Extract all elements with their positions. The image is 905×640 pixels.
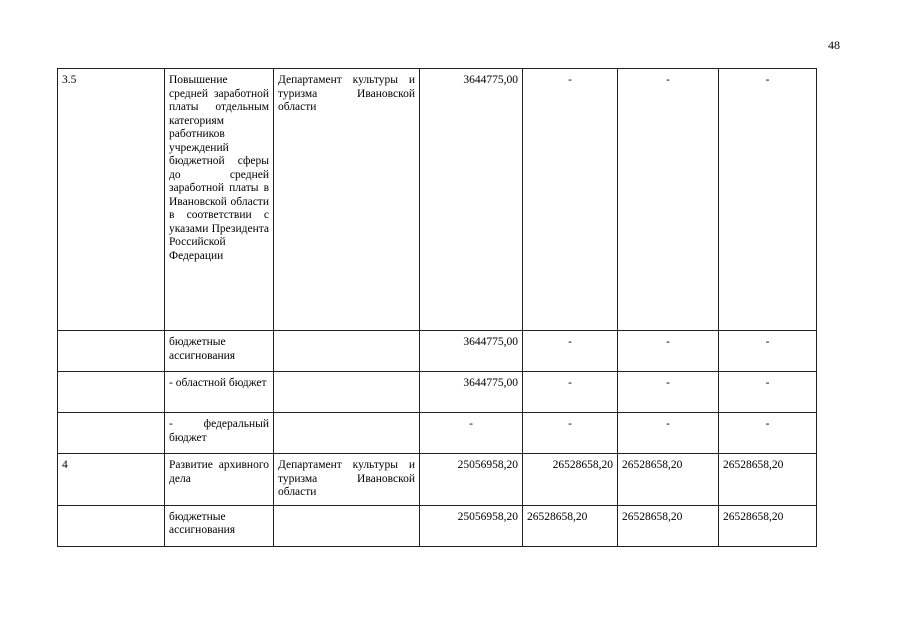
amount-year-2-cell: - [523,413,618,454]
amount-year-4-cell: 26528658,20 [719,454,817,506]
event-name-cell: - федеральный бюджет [165,413,274,454]
row-number-cell: 3.5 [58,69,165,331]
table-row [58,372,817,413]
table-row [58,331,817,372]
amount-year-3-cell: 26528658,20 [618,454,719,506]
executor-cell [274,331,420,372]
table-row [58,413,817,454]
amount-year-2-cell: - [523,69,618,331]
executor-cell: Департамент культуры и туризма Ивановской области [274,454,420,506]
amount-year-3-cell: - [618,69,719,331]
row-number-cell [58,331,165,372]
table-row [58,69,817,331]
amount-year-2-cell: 26528658,20 [523,454,618,506]
amount-year-2-cell: - [523,372,618,413]
amount-year-1-cell: 3644775,00 [420,372,523,413]
executor-cell [274,413,420,454]
row-number-cell [58,413,165,454]
event-name-cell: Развитие архивного дела [165,454,274,506]
budget-table [57,68,817,547]
amount-year-4-cell: - [719,413,817,454]
amount-year-3-cell: - [618,372,719,413]
executor-cell [274,372,420,413]
executor-cell [274,505,420,546]
row-number-cell [58,505,165,546]
amount-year-4-cell: 26528658,20 [719,505,817,546]
table-row [58,454,817,506]
page-number: 48 [828,38,840,52]
amount-year-3-cell: - [618,331,719,372]
amount-year-4-cell: - [719,372,817,413]
amount-year-1-cell: 25056958,20 [420,454,523,506]
amount-year-1-cell: - [420,413,523,454]
executor-cell: Департамент культуры и туризма Ивановской области [274,69,420,331]
amount-year-2-cell: 26528658,20 [523,505,618,546]
amount-year-1-cell: 3644775,00 [420,69,523,331]
event-name-cell: бюджетные ассигнования [165,331,274,372]
event-name-cell: бюджетные ассигнования [165,505,274,546]
amount-year-1-cell: 3644775,00 [420,331,523,372]
row-number-cell [58,372,165,413]
amount-year-2-cell: - [523,331,618,372]
event-name-cell: Повышение средней заработной платы отдельным категориям работников учреждений бюджетной сферы до средней заработной платы в Ивановской области в соответствии с указами Президента Российской Федерации [165,69,274,331]
event-name-cell: - областной бюджет [165,372,274,413]
amount-year-4-cell: - [719,331,817,372]
table-row [58,505,817,546]
amount-year-1-cell: 25056958,20 [420,505,523,546]
amount-year-4-cell: - [719,69,817,331]
amount-year-3-cell: 26528658,20 [618,505,719,546]
row-number-cell: 4 [58,454,165,506]
amount-year-3-cell: - [618,413,719,454]
